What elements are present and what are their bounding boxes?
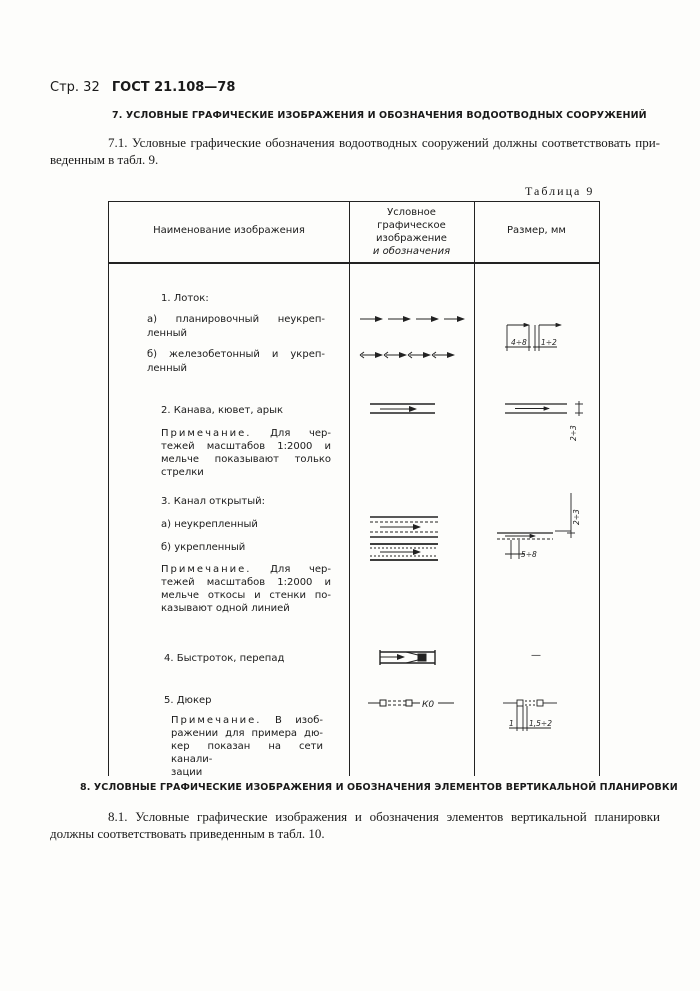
table-9 bbox=[108, 201, 600, 776]
note-5-l4: зации bbox=[171, 767, 203, 778]
page-number: Стр. 32 bbox=[50, 80, 100, 95]
note-2-l3: мельче показывают только bbox=[161, 454, 331, 465]
dim-tray-48: 4÷8 bbox=[511, 338, 527, 347]
item-3-note bbox=[161, 563, 331, 615]
note-2-head: Примечание. bbox=[161, 428, 252, 439]
dim-culvert-15: 1,5÷2 bbox=[529, 719, 552, 728]
dim-ditch-23: 2÷3 bbox=[569, 425, 578, 441]
col-header-size: Размер, мм bbox=[507, 225, 566, 236]
item-2-title: 2. Канава, кювет, арык bbox=[161, 405, 284, 416]
note-3-l3: мельче откосы и стенки по- bbox=[161, 590, 331, 601]
symbol-canal-unreinforced bbox=[370, 517, 438, 537]
note-3-l4: казывают одной линией bbox=[161, 603, 290, 614]
standard-code: ГОСТ 21.108—78 bbox=[111, 80, 236, 95]
item-4-title: 4. Быстроток, перепад bbox=[164, 653, 285, 664]
section-8-title: 8. УСЛОВНЫЕ ГРАФИЧЕСКИЕ ИЗОБРАЖЕНИЯ И ОБОЗНАЧЕНИЯ ЭЛЕМЕНТОВ ВЕРТИКАЛЬНОЙ ПЛАНИРОВКИ bbox=[80, 782, 678, 793]
dim-canal-58: 5÷8 bbox=[521, 550, 537, 559]
page-header bbox=[50, 80, 235, 95]
symbol-ditch bbox=[370, 404, 435, 413]
item-5-title: 5. Дюкер bbox=[164, 695, 212, 706]
para-8-1-line1: 8.1. Условные графические изображения и обозначения элементов вертикальной планировки bbox=[108, 809, 660, 824]
item-2-note bbox=[161, 427, 331, 479]
item-3a: а) неукрепленный bbox=[161, 519, 258, 530]
item-1-title: 1. Лоток: bbox=[161, 293, 209, 304]
symbol-chute bbox=[380, 650, 435, 665]
note-5-l3: кер показан на сети канали- bbox=[171, 741, 323, 765]
note-5-l2: ражении для примера дю- bbox=[171, 728, 323, 739]
note-5-l1: В изоб- bbox=[274, 715, 323, 726]
size-drawings bbox=[475, 263, 599, 773]
table-caption: Таблица 9 bbox=[525, 184, 595, 198]
note-2-l4: стрелки bbox=[161, 467, 204, 478]
dim-canal-23: 2÷3 bbox=[572, 509, 581, 525]
note-2-l2: тежей масштабов 1:2000 и bbox=[161, 441, 331, 452]
col-header-symbol-l2: графическое bbox=[377, 220, 446, 231]
para-7-1-line2: веденным в табл. 9. bbox=[50, 152, 159, 167]
col-header-symbol bbox=[349, 206, 474, 258]
note-3-l1: Для чер- bbox=[270, 564, 331, 575]
symbol-tray-reinforced bbox=[360, 352, 454, 358]
dim-tray-12: 1÷2 bbox=[541, 338, 557, 347]
symbol-canal-reinforced bbox=[370, 544, 438, 560]
item-1b-l1: б) железобетонный и укреп- bbox=[147, 349, 325, 360]
col-header-symbol-l3: изображение bbox=[376, 233, 447, 244]
size-ditch bbox=[505, 401, 583, 416]
item-5-note bbox=[171, 714, 323, 779]
note-3-head: Примечание. bbox=[161, 564, 252, 575]
section-7-title: 7. УСЛОВНЫЕ ГРАФИЧЕСКИЕ ИЗОБРАЖЕНИЯ И ОБОЗНАЧЕНИЯ ВОДООТВОДНЫХ СООРУЖЕНИЙ bbox=[112, 110, 647, 121]
symbol-culvert bbox=[368, 700, 454, 706]
para-7-1-line1: 7.1. Условные графические обозначения водоотводных сооружений должны соответствовать при- bbox=[108, 135, 660, 150]
culvert-label: К0 bbox=[422, 700, 435, 710]
item-1a-l2: ленный bbox=[147, 328, 188, 339]
item-1a-l1: а) планировочный неукреп- bbox=[147, 314, 325, 325]
col-header-name: Наименование изображения bbox=[153, 225, 305, 236]
item-3b: б) укрепленный bbox=[161, 542, 246, 553]
symbol-drawings bbox=[350, 263, 474, 773]
item-3-title: 3. Канал открытый: bbox=[161, 496, 265, 507]
note-2-l1: Для чер- bbox=[270, 428, 331, 439]
item-4-size: — bbox=[531, 650, 541, 661]
dim-culvert-1: 1 bbox=[509, 719, 514, 728]
item-1b-l2: ленный bbox=[147, 363, 188, 374]
note-5-head: Примечание. bbox=[171, 715, 262, 726]
col-header-symbol-l4: и обозначения bbox=[372, 246, 451, 257]
para-8-1-line2: должны соответствовать приведенным в табл. 10. bbox=[50, 826, 325, 841]
note-3-l2: тежей масштабов 1:2000 и bbox=[161, 577, 331, 588]
col-header-symbol-l1: Условное bbox=[387, 207, 436, 218]
